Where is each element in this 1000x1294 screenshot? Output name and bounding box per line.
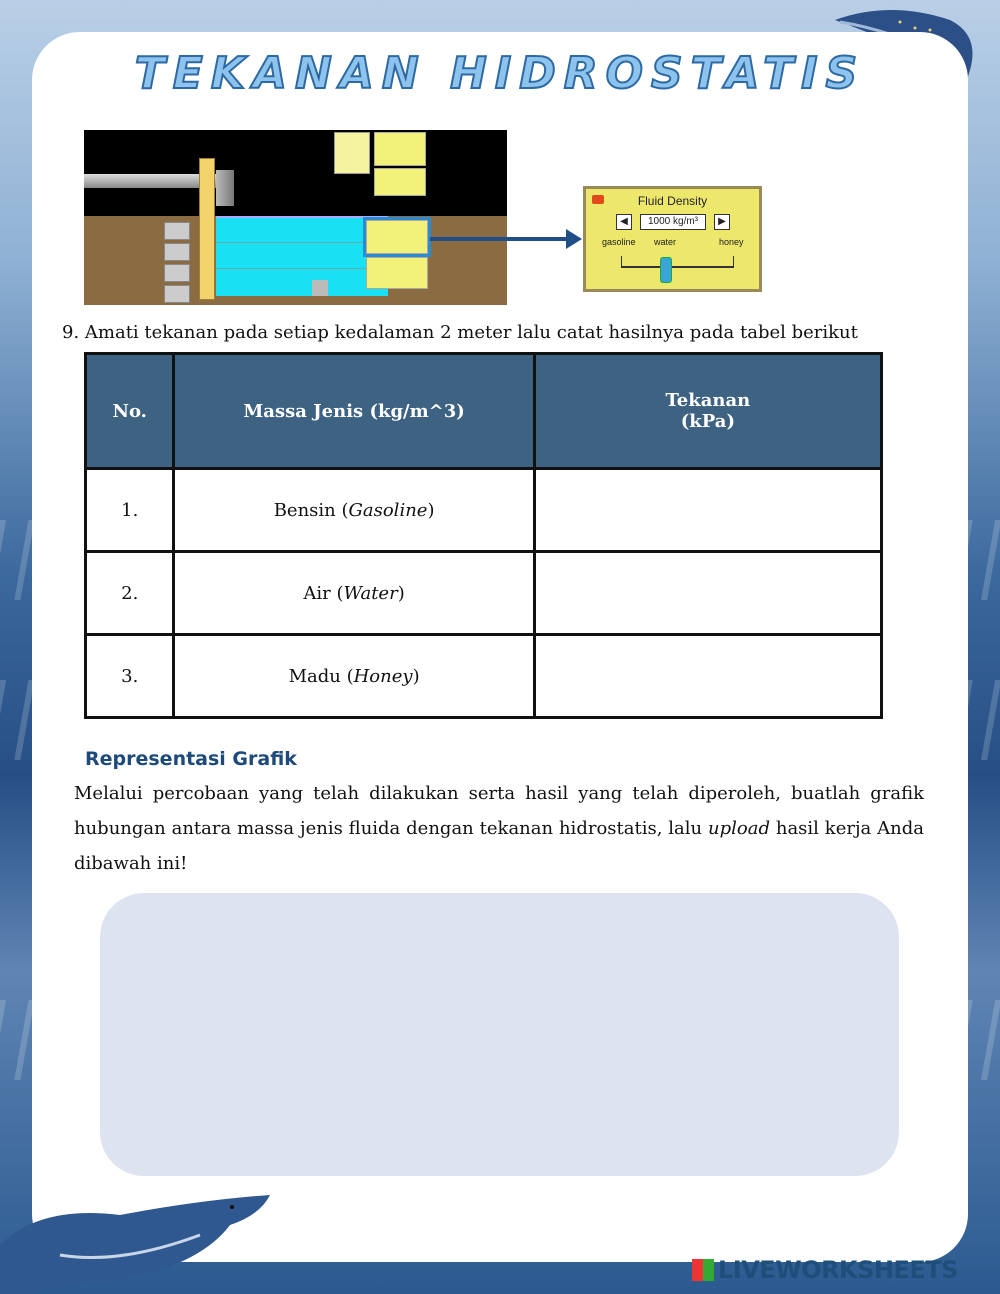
decrease-arrow-icon: ◀ [616,214,632,230]
row-number: 2. [86,552,174,635]
increase-arrow-icon: ▶ [714,214,730,230]
row-number: 3. [86,635,174,718]
fluid-density-value: 1000 kg/m³ [640,214,706,230]
gasoline-label: gasoline [602,237,636,247]
honey-label: honey [719,237,744,247]
arrow-line [430,237,572,241]
pressure-answer-cell[interactable] [534,469,881,552]
table-row [86,552,882,635]
density-slider-thumb [660,257,672,283]
question-text: 9. Amati tekanan pada setiap kedalaman 2 meter lalu catat hasilnya pada tabel berikut [62,322,858,343]
section-heading: Representasi Grafik [85,748,297,770]
density-slider-track [621,266,733,268]
arrow-head-icon [566,229,582,249]
header-pressure [534,354,881,469]
table-row [86,469,882,552]
fluid-density-title: Fluid Density [637,194,708,208]
upload-area[interactable] [100,893,899,1176]
instruction-paragraph: Melalui percobaan yang telah dilakukan serta hasil yang telah diperoleh, buatlah grafik hubungan antara massa jenis fluida dengan tekanan hidrostatis, lalu upload hasil kerja Anda dibawah ini! [74,783,925,874]
liveworksheets-logo-icon [692,1259,714,1281]
fluid-density-panel [583,186,762,292]
whale-illustration-bottom [0,1185,280,1294]
pressure-table [84,352,883,719]
pressure-answer-cell[interactable] [534,552,881,635]
simulation-screenshot [84,130,507,305]
header-pressure-line2: (kPa) [680,411,735,432]
pressure-answer-cell[interactable] [534,635,881,718]
header-no: No. [86,354,174,469]
page-title: TEKANAN HIDROSTATIS [134,48,866,99]
fluid-name: Madu (Honey) [174,635,534,718]
header-pressure-line1: Tekanan [665,390,751,411]
fluid-name: Bensin (Gasoline) [174,469,534,552]
liveworksheets-brand: LIVEWORKSHEETS [692,1256,958,1284]
fluid-name: Air (Water) [174,552,534,635]
table-row [86,635,882,718]
header-density: Massa Jenis (kg/m^3) [174,354,534,469]
water-label: water [654,237,677,247]
row-number: 1. [86,469,174,552]
